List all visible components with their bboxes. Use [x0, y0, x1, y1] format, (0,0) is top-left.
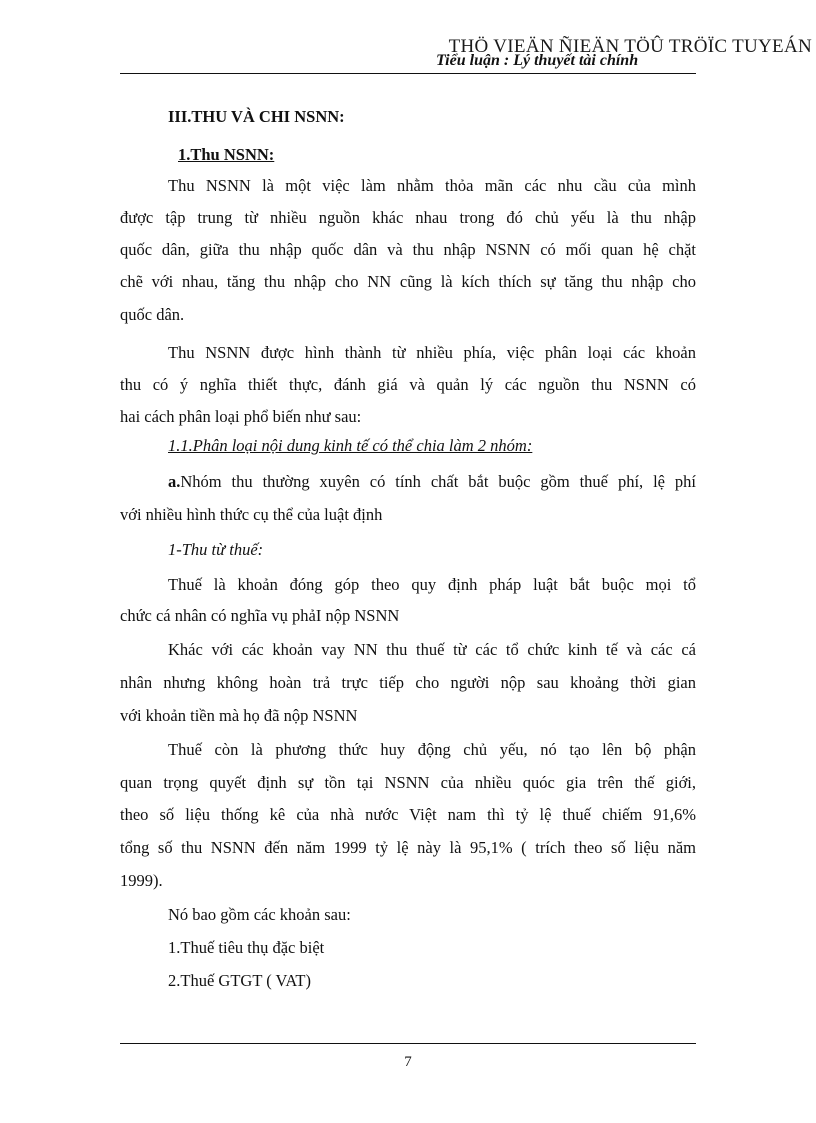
paragraph-line: quốc dân, giữa thu nhập quốc dân và thu nhập NSNN có mối quan hệ chặt: [120, 240, 696, 259]
paragraph-line: được tập trung từ nhiều nguồn khác nhau trong đó chủ yếu là thu nhập: [120, 208, 696, 227]
paragraph-line: 1999).: [120, 871, 163, 890]
page-number: 7: [404, 1054, 412, 1070]
list-item: 2.Thuế GTGT ( VAT): [168, 971, 311, 990]
paragraph-line: nhân nhưng không hoàn trả trực tiếp cho người nộp sau khoảng thời gian: [120, 673, 696, 692]
footer-divider: [120, 1043, 696, 1044]
subsection-heading: 1.Thu NSNN:: [178, 145, 275, 164]
classification-heading: 1.1.Phân loại nội dung kinh tế có thể chia làm 2 nhóm:: [168, 436, 533, 455]
header-divider: [120, 73, 696, 74]
paragraph-line: Khác với các khoản vay NN thu thuế từ các tổ chức kinh tế và các cá: [168, 640, 696, 659]
paragraph-line: quốc dân.: [120, 305, 185, 324]
library-watermark: THÖ VIEÄN ÑIEÄN TÖÛ TRÖÏC TUYEÁN: [448, 36, 812, 57]
list-item: 1.Thuế tiêu thụ đặc biệt: [168, 938, 325, 957]
document-subtitle: Tiểu luận : Lý thuyết tài chính: [436, 52, 639, 69]
paragraph-line: chức cá nhân có nghĩa vụ phảI nộp NSNN: [120, 606, 400, 625]
paragraph-line: thu có ý nghĩa thiết thực, đánh giá và quản lý các nguồn thu NSNN có: [120, 375, 696, 394]
paragraph-line: với khoản tiền mà họ đã nộp NSNN: [120, 706, 358, 725]
paragraph-line: Thuế là khoản đóng góp theo quy định pháp luật bắt buộc mọi tổ: [168, 575, 696, 594]
paragraph-line: với nhiều hình thức cụ thể của luật định: [120, 505, 383, 524]
paragraph-line: Thuế còn là phương thức huy động chủ yếu, nó tạo lên bộ phận: [168, 740, 696, 759]
paragraph-line: Thu NSNN là một việc làm nhằm thỏa mãn các nhu cầu của mình: [168, 176, 696, 195]
section-heading: III.THU VÀ CHI NSNN:: [168, 107, 345, 126]
paragraph-line: Nó bao gồm các khoản sau:: [168, 905, 351, 924]
paragraph-line: theo số liệu thống kê của nhà nước Việt nam thì tỷ lệ thuế chiếm 91,6%: [120, 805, 696, 824]
item-a-label: a.: [168, 472, 181, 491]
item-a-line: [168, 474, 696, 491]
paragraph-line: chẽ với nhau, tăng thu nhập cho NN cũng là kích thích sự tăng thu nhập cho: [120, 272, 696, 291]
tax-income-heading: 1-Thu từ thuế:: [168, 540, 264, 559]
paragraph-line: quan trọng quyết định sự tồn tại NSNN của nhiều quóc gia trên thế giới,: [120, 773, 696, 792]
paragraph-line: Thu NSNN được hình thành từ nhiều phía, việc phân loại các khoản: [168, 343, 696, 362]
paragraph-line: tổng số thu NSNN đến năm 1999 tỷ lệ này là 95,1% ( trích theo số liệu năm: [120, 838, 696, 857]
item-a-text: Nhóm thu thường xuyên có tính chất bắt buộc gồm thuế phí, lệ phí: [180, 472, 696, 491]
paragraph-line: hai cách phân loại phổ biến như sau:: [120, 407, 362, 426]
